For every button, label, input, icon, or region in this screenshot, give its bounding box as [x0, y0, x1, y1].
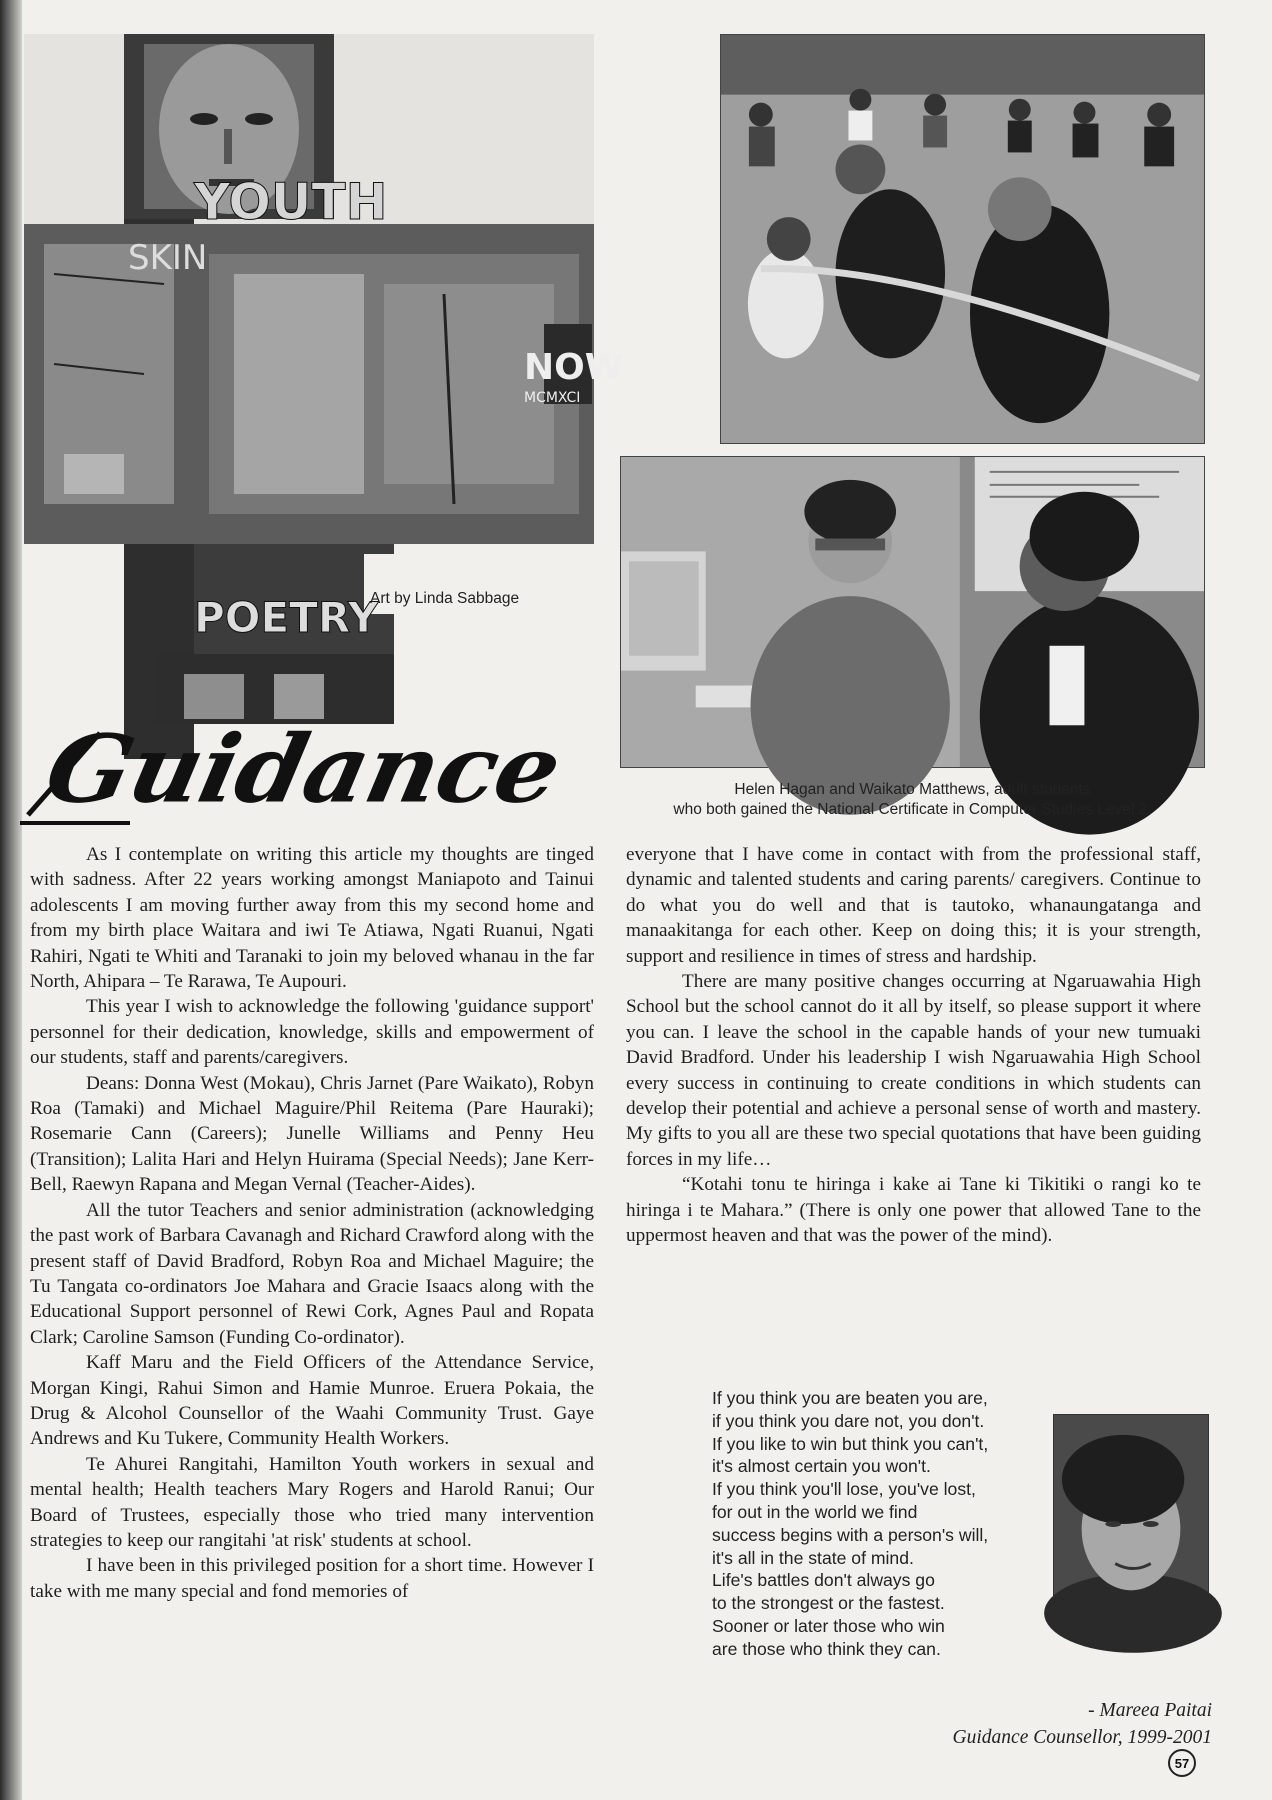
right-paragraph-1: everyone that I have come in contact with from the professional staff, dynamic and talented students and caring parents/ caregivers. Continue to do what you do well and that is tautoko, whanaungatanga and manaakitanga for each other. Keep on doing this; it is your strength, support and resilience in times of stress and hardship. [626, 844, 1201, 967]
signature-role: Guidance Counsellor, 1999-2001 [952, 1727, 1212, 1748]
poem-line: for out in the world we find [712, 1501, 918, 1522]
signature [953, 1697, 1212, 1751]
artwork-word-skin: SKIN [128, 238, 208, 278]
poem-line: If you like to win but think you can't, [712, 1433, 989, 1454]
poem-line: If you think you'll lose, you've lost, [712, 1479, 976, 1500]
poem-line: if you think you dare not, you don't. [712, 1410, 985, 1431]
poem-line: to the strongest or the fastest. [712, 1593, 945, 1614]
adult-students-photo [620, 456, 1205, 768]
left-paragraph-2: This year I wish to acknowledge the following 'guidance support' personnel for their dedication, knowledge, skills and empowerment of our students, staff and parents/caregivers. [30, 996, 594, 1069]
right-column [626, 842, 1201, 1249]
author-portrait [1053, 1414, 1209, 1629]
artwork-collage [24, 34, 625, 724]
right-paragraph-2: There are many positive changes occurring at Ngaruawahia High School but the school cannot do it all by itself, so please support it where you can. I leave the school in the capable hands of your new tumuaki David Bradford. Under his leadership I wish Ngaruawahia High School every success in continuing to create conditions in which students can develop their potential and achieve a personal sense of worth and mastery. My gifts to you all are these two special quotations that have been guiding forces in my life… [626, 971, 1201, 1170]
left-paragraph-4: All the tutor Teachers and senior administration (acknowledging the past work of Barbara Cavanagh and Richard Crawford along with the present staff of David Bradford, Robyn Roa and Michael Maguire; the Tu Tangata co-ordinators Joe Mahara and Gracie Isaacs along with the Educational Support personnel of Rewi Cork, Agnes Paul and Ropata Clark; Caroline Samson (Funding Co-ordinator). [30, 1199, 594, 1348]
page-number: 57 [1168, 1749, 1196, 1777]
page-title-text: Guidance [36, 715, 570, 825]
poem-line: success begins with a person's will, [712, 1524, 989, 1545]
poem-line: it's all in the state of mind. [712, 1547, 914, 1568]
photo-caption [625, 780, 1200, 821]
poem-line: If you think you are beaten you are, [712, 1388, 988, 1408]
photo-caption-line1: Helen Hagan and Waikato Matthews, adult students [734, 781, 1091, 798]
poem-line: are those who think they can. [712, 1638, 941, 1659]
poem-line: Life's battles don't always go [712, 1570, 935, 1591]
binding-shadow [0, 0, 22, 1800]
tug-of-war-photo [720, 34, 1205, 444]
right-paragraph-3: “Kotahi tonu te hiringa i kake ai Tane ki Tikitiki o rangi ko te hiringa i te Mahara.” (There is only one power that allowed Tane to the uppermost heaven and that was the power of the mind). [626, 1174, 1201, 1247]
left-paragraph-5: Kaff Maru and the Field Officers of the Attendance Service, Morgan Kingi, Rahui Simon and Hamie Munroe. Eruera Pokaia, the Drug & Alcohol Counsellor of the Waahi Community Trust. Gaye Andrews and Ku Tukere, Community Health Workers. [30, 1352, 594, 1450]
signature-name: - Mareea Paitai [1088, 1700, 1212, 1721]
artwork-word-now: NOW [524, 347, 625, 388]
poem [712, 1387, 1052, 1661]
photo-caption-line2: who both gained the National Certificate in Computer Studies Level 2. [673, 801, 1152, 819]
left-paragraph-1: As I contemplate on writing this article my thoughts are tinged with sadness. After 22 years working amongst Maniapoto and Tainui adolescents I am moving further away from this my second home and from my birth place Waitara and iwi Te Atiawa, Ngati Ruanui, Ngati Rahiri, Ngati te Whiti and Taranaki to join my beloved whanau in the far North, Ahipara – Te Rarawa, Te Aupouri. [30, 844, 594, 993]
artwork-word-poetry: POETRY [194, 593, 379, 642]
poem-line: it's almost certain you won't. [712, 1456, 931, 1477]
artwork-word-youth: YOUTH [194, 173, 388, 231]
art-caption: Art by Linda Sabbage [370, 590, 520, 607]
left-paragraph-6: Te Ahurei Rangitahi, Hamilton Youth workers in sexual and mental health; Health teachers Mary Rogers and Harold Ranui; Our Board of Trustees, especially those who tried many intervention strategies to keep our rangitahi 'at risk' students at school. [30, 1453, 594, 1551]
poem-line: Sooner or later those who win [712, 1615, 945, 1636]
page-title [20, 715, 620, 835]
left-paragraph-7: I have been in this privileged position for a short time. However I take with me many special and fond memories of [30, 1555, 594, 1602]
artwork-word-year: MCMXCI [524, 390, 581, 406]
left-paragraph-3: Deans: Donna West (Mokau), Chris Jarnet (Pare Waikato), Robyn Roa (Tamaki) and Michael Maguire/Phil Reitema (Pare Hauraki); Rosemarie Cann (Careers); Junelle Williams and Penny Heu (Transition); Lalita Hari and Helyn Huirama (Special Needs); Jane Kerr-Bell, Raewyn Rapana and Megan Vernal (Teacher-Aides). [30, 1072, 594, 1196]
left-column [30, 842, 594, 1604]
